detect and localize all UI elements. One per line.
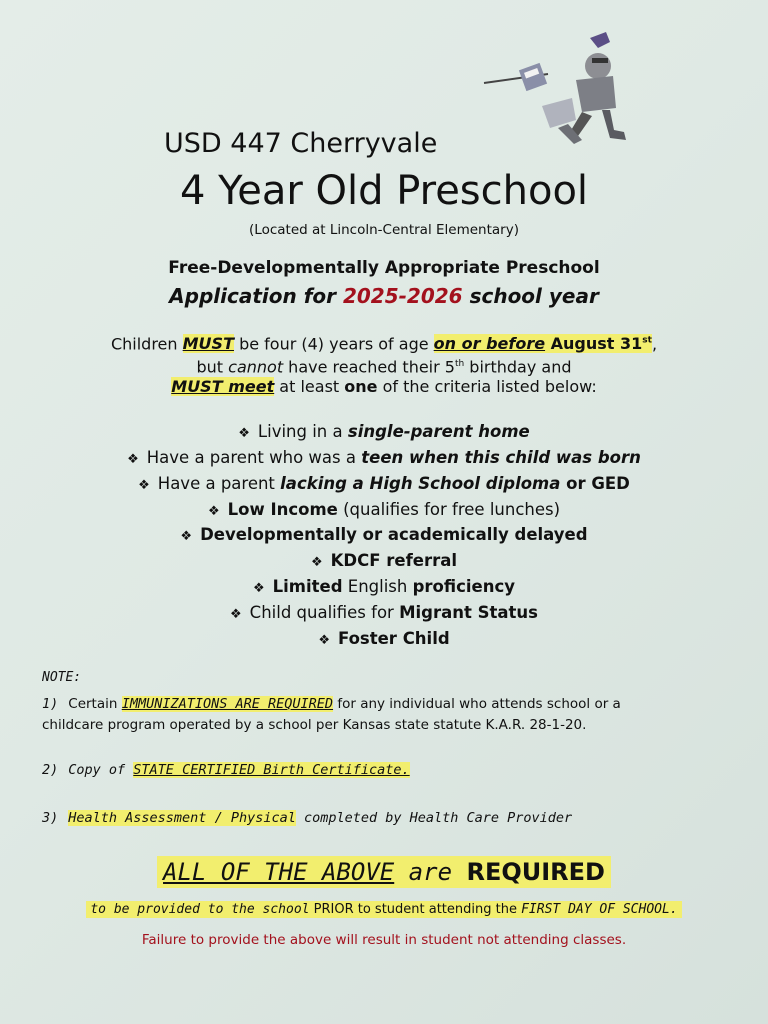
birthday-requirement-line: [0, 353, 768, 378]
cutoff-date: August 31: [545, 334, 643, 354]
location-note: (Located at Lincoln-Central Elementary): [249, 222, 519, 238]
req-text: at least: [274, 377, 345, 396]
one-emphasis: one: [344, 377, 378, 396]
req-text: Children: [110, 334, 183, 354]
criteria-item: ❖ Foster Child: [318, 629, 450, 648]
criteria-item: ❖ Living in a single-parent home: [238, 422, 530, 441]
criteria-item: ❖ Child qualifies for Migrant Status: [230, 603, 538, 622]
req-text: birthday and: [464, 357, 572, 377]
application-line: [0, 284, 768, 308]
bullet-icon: ❖: [238, 426, 250, 441]
req-text: but: [196, 357, 229, 377]
birth-certificate-highlight: STATE CERTIFIED Birth Certificate.: [133, 762, 410, 778]
knight-mascot-icon: [478, 28, 638, 156]
bullet-icon: ❖: [127, 452, 139, 467]
criteria-item: ❖ Have a parent who was a teen when this child was born: [127, 448, 641, 467]
must-meet-emphasis: MUST meet: [171, 377, 275, 396]
all-required-banner: ALL OF THE ABOVE are REQUIRED: [0, 858, 768, 886]
bullet-icon: ❖: [310, 555, 323, 570]
criteria-item: ❖ Limited English proficiency: [252, 577, 516, 596]
bullet-icon: ❖: [207, 504, 220, 519]
health-assessment-highlight: Health Assessment / Physical: [68, 810, 296, 826]
on-or-before-emphasis: on or before: [433, 334, 546, 354]
bullet-icon: ❖: [318, 633, 330, 648]
criteria-item: ❖ KDCF referral: [310, 551, 458, 570]
provided-line: to be provided to the school PRIOR to student attending the FIRST DAY OF SCHOOL.: [0, 902, 768, 917]
date-suffix: st: [642, 336, 652, 346]
note-label: NOTE:: [42, 670, 82, 685]
note-birth-certificate: 2) Copy of STATE CERTIFIED Birth Certificate.: [42, 762, 410, 778]
bullet-icon: ❖: [230, 607, 242, 622]
req-text: be four (4) years of age: [233, 334, 434, 354]
required-text: REQUIRED: [466, 858, 605, 886]
criteria-intro-line: [0, 376, 768, 398]
criteria-item: ❖ Low Income (qualifies for free lunches): [207, 500, 561, 519]
application-suffix: school year: [462, 284, 599, 308]
bullet-icon: ❖: [138, 478, 150, 493]
note-health-assessment: 3) Health Assessment / Physical completed by Health Care Provider: [42, 810, 573, 826]
failure-warning: Failure to provide the above will result in student not attending classes.: [141, 932, 627, 948]
all-above-text: ALL OF THE ABOVE: [163, 858, 395, 886]
page-title: 4 Year Old Preschool: [179, 168, 589, 214]
school-name: USD 447 Cherryvale: [164, 128, 438, 159]
req-text: ,: [651, 334, 658, 354]
ordinal-suffix: th: [454, 359, 465, 369]
note-immunizations: 1) Certain IMMUNIZATIONS ARE REQUIRED for any individual who attends school or a childcare program operated by a school per Kansas state statute K.A.R. 28-1-20.: [42, 696, 621, 733]
immunizations-highlight: IMMUNIZATIONS ARE REQUIRED: [121, 696, 334, 712]
school-year: 2025-2026: [342, 284, 463, 308]
age-requirement-line: [0, 330, 768, 355]
criteria-item: ❖ Have a parent lacking a High School diploma or GED: [138, 474, 630, 493]
cannot-emphasis: cannot: [228, 357, 284, 377]
req-text: of the criteria listed below:: [377, 377, 597, 396]
bullet-icon: ❖: [180, 529, 193, 544]
program-subtitle: Free-Developmentally Appropriate Preschool: [168, 258, 600, 278]
req-text: have reached their 5: [283, 357, 455, 377]
must-emphasis: MUST: [182, 334, 234, 354]
bullet-icon: ❖: [252, 581, 265, 596]
application-prefix: Application for: [169, 284, 343, 308]
criteria-item: ❖ Developmentally or academically delayed: [180, 525, 588, 544]
